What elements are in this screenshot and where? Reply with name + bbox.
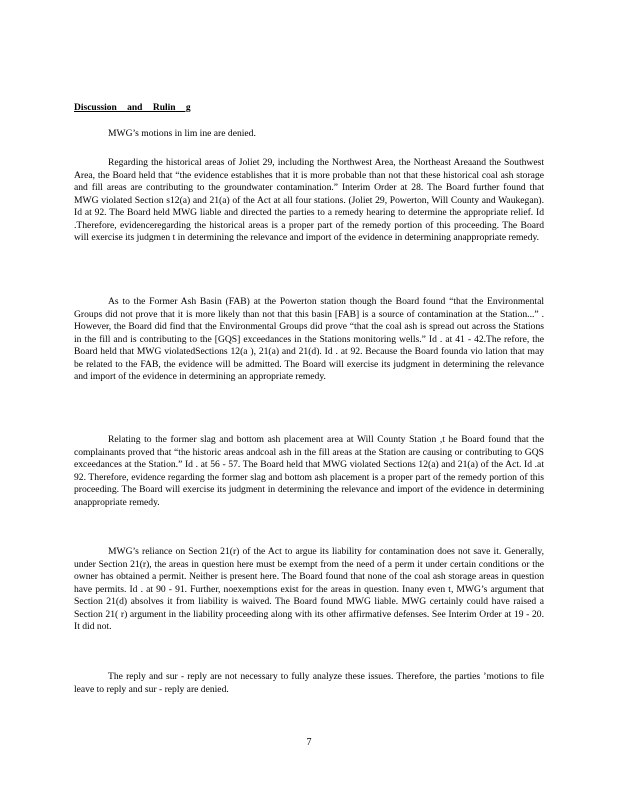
paragraph-former-ash-basin: As to the Former Ash Basin (FAB) at the Powerton station though the Board found “that the Environmental Groups did not prove that it is more likely than not that this basin [FAB] is a source of contamination at the Station...” . However, the Board did find that the Environmental Groups did prove “that the coal ash is spread out across the Stations in the fill and is contributing to the [GQS] exceedances in the Stations monitoring wells.” Id . at 41 - 42.The refore, the Board held that MWG violatedSections 12(a ), 21(a) and 21(d). Id . at 92. Because the Board founda vio lation that may be related to the FAB, the evidence will be admitted. The Board will exercise its judgment in determining the relevance and import of the evidence in determining an appropriate remedy. — [74, 296, 544, 382]
paragraph-historical-areas: Regarding the historical areas of Joliet 29, including the Northwest Area, the Northeast Areaand the Southwest Area, the Board held that “the evidence establishes that it is more probable than not that these historical coal ash storage and fill areas are contributing to the groundwater contamination.” Interim Order at 28. The Board further found that MWG violated Section s12(a) and 21(a) of the Act at all four stations. (Joliet 29, Powerton, Will County and Waukegan). Id at 92. The Board held MWG liable and directed the parties to a remedy hearing to determine the appropriate relief. Id .Therefore, evidenceregarding the historical areas is a proper part of the remedy portion of this proceeding. The Board will exercise its judgmen t in determining the relevance and import of the evidence in determining anappropriate remedy. — [74, 157, 544, 243]
paragraph-section-21r: MWG’s reliance on Section 21(r) of the Act to argue its liability for contamination does not save it. Generally, under Section 21(r), the areas in question here must be exempt from the need of a perm it under certain conditions or the owner has obtained a permit. Neither is present here. The Board found that none of the coal ash storage areas in question have permits. Id . at 90 - 91. Further, noexemptions exist for the areas in question. Inany even t, MWG’s argument that Section 21(d) absolves it from liability is waived. The Board found MWG liable. MWG certainly could have raised a Section 21( r) argument in the liability proceeding along with its other affirmative defenses. See Interim Order at 19 - 20. It did not. — [74, 546, 544, 632]
paragraph-motions-denied: MWG’s motions in lim ine are denied. — [108, 128, 256, 139]
paragraph-slag-placement: Relating to the former slag and bottom ash placement area at Will County Station ,t he Board found that the complainants proved that “the historic areas andcoal ash in the fill areas at the Station are causing or contributing to GQS exceedances at the Station.” Id . at 56 - 57. The Board held that MWG violated Sections 12(a) and 21(a) of the Act. Id .at 92. Therefore, evidence regarding the former slag and bottom ash placement is a proper part of the remedy portion of this proceeding. The Board will exercise its judgment in determining the relevance and import of the evidence in determining anappropriate remedy. — [74, 434, 544, 508]
paragraph-reply-surreply: The reply and sur - reply are not necessary to fully analyze these issues. Therefore, the parties ’motions to file leave to reply and sur - reply are denied. — [74, 671, 544, 695]
section-heading: Discussion and Rulin g — [74, 103, 191, 113]
page-number: 7 — [306, 737, 312, 748]
